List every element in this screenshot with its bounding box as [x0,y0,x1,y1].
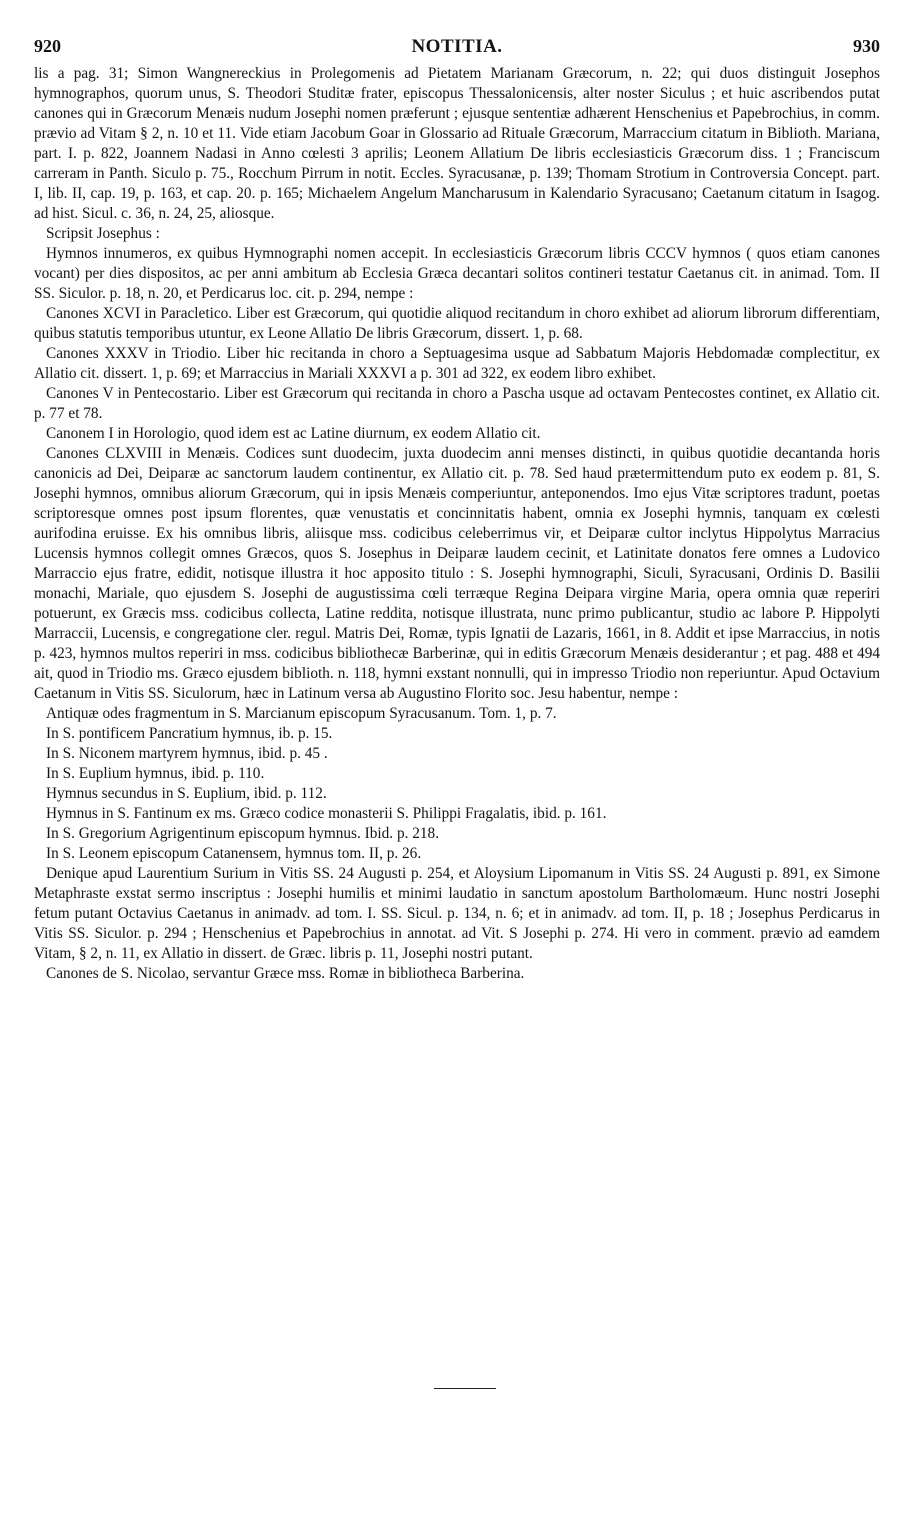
body-text [34,64,880,984]
paragraph: lis a pag. 31; Simon Wangnereckius in Prolegomenis ad Pietatem Marianam Græcorum, n. 22; qui duos distinguit Josephos hymnographos, quorum unus, S. Theodori Studitæ frater, episcopus Thessalonicensis, alter noster Siculus ; et huic ascribendos putat canones qui in Græcorum Menæis nudum Josephi nomen præferunt ; ejusque sententiæ adhærent Henschenius et Papebrochius, in comm. prævio ad Vitam § 2, n. 10 et 11. Vide etiam Jacobum Goar in Glossario ad Rituale Græcorum, Marraccium citatum in Biblioth. Mariana, part. I. p. 822, Joannem Nadasi in Anno cœlesti 3 aprilis; Leonem Allatium De libris ecclesiasticis Græcorum diss. 1 ; Franciscum carreram in Panth. Siculo p. 75., Rocchum Pirrum in notit. Eccles. Syracusanæ, p. 139; Thomam Strotium in Controversia Concept. part. I, lib. II, cap. 19, p. 163, et cap. 20. p. 165; Michaelem Angelum Mancharusum in Kalendario Syracusano; Caetanum citatum in Isagog. ad hist. Sicul. c. 36, n. 24, 25, aliosque. [34,65,880,222]
paragraph: Canones CLXVIII in Menæis. Codices sunt duodecim, juxta duodecim anni menses distincti, in quibus quotidie decantanda horis canonicis ad Dei, Deiparæ ac sanctorum laudem continentur, ex Allatio cit. p. 78. Sed haud prætermittendum puto ex eodem p. 81, S. Josephi hymnos, omnibus aliorum Græcorum, qui in ipsis Menæis comperiuntur, anteponendos. Imo ejus Vitæ scriptores tradunt, poetas scriptoresque omnes post ipsum florentes, quæ venustatis et concinnitatis habent, omnia ex Josephi hymnis, tanquam ex cœlesti aurifodina eruisse. Ex his omnibus libris, aliisque mss. codicibus celeberrimus vir, et Deiparæ cultor inclytus Hippolytus Marracius Lucensis hymnos collegit omnes Græcos, quos S. Josephus in Deiparæ laudem cecinit, et Latinitate donatos fere omnes a Ludovico Marraccio ejus fratre, edidit, notisque illustra it hoc apposito titulo : S. Josephi hymnographi, Siculi, Syracusani, Ordinis D. Basilii monachi, Mariale, quo ejusdem S. Josephi de augustissima cœli terræque Regina Deipara virgine Maria, opera omnia quæ reperiri potuerunt, ex Græcis mss. codicibus collecta, Latine reddita, notisque illustrata, nunc primo publicantur, studio ac labore P. Hippolyti Marraccii, Lucensis, e congregatione cler. regul. Matris Dei, Romæ, typis Ignatii de Lazaris, 1661, in 8. Addit et ipse Marraccius, in notis p. 423, hymnos multos reperiri in mss. codicibus bibliothecæ Barberinæ, qui in editis Græcorum Menæis desiderantur ; et pag. 488 et 494 ait, quod in Triodio ms. Græco ejusdem biblioth. n. 118, hymni exstant nonnulli, qui in impresso Triodio non reperiuntur. Apud Octavium Caetanum in Vitis SS. Siculorum, hæc in Latinum versa ab Augustino Florito soc. Jesu habentur, nempe : [34,445,880,702]
paragraph: Scripsit Josephus : [46,225,160,242]
page-number-right: 930 [853,36,880,56]
list-item: Hymnus secundus in S. Euplium, ibid. p. 112. [46,785,327,802]
running-header [34,34,880,64]
paragraph: Hymnos innumeros, ex quibus Hymnographi nomen accepit. In ecclesiasticis Græcorum libris CCCV hymnos ( quos etiam canones vocant) per dies dispositos, ac per anni ambitum ab Ecclesia Græca decantari solitos contineri testatur Caetanus cit. in animad. Tom. II SS. Siculor. p. 18, n. 20, et Perdicarus loc. cit. p. 294, nempe : [34,245,880,302]
list-item: In S. pontificem Pancratium hymnus, ib. p. 15. [46,725,333,742]
closing-rule [434,1388,496,1389]
list-item: In S. Gregorium Agrigentinum episcopum hymnus. Ibid. p. 218. [46,825,440,842]
list-item: Hymnus in S. Fantinum ex ms. Græco codice monasterii S. Philippi Fragalatis, ibid. p. 161. [46,805,607,822]
list-item: In S. Leonem episcopum Catanensem, hymnus tom. II, p. 26. [46,845,422,862]
paragraph: Canones XCVI in Paracletico. Liber est Græcorum, qui quotidie aliquod recitandum in choro exhibet ad aliorum librorum differentiam, quibus statutis temporibus utuntur, ex Leone Allatio De libris Græcorum, dissert. 1, p. 68. [34,305,880,342]
list-item: In S. Euplium hymnus, ibid. p. 110. [46,765,265,782]
paragraph: Denique apud Laurentium Surium in Vitis SS. 24 Augusti p. 254, et Aloysium Lipomanum in Vitis SS. 24 Augusti p. 891, ex Simone Metaphraste exstat sermo inscriptus : Josephi humilis et minimi laudatio in sanctum apostolum Bartholomæum. Hunc nostri Josephi fetum putant Octavius Caetanus in animadv. ad tom. I. SS. Sicul. p. 134, n. 6; et in animadv. ad tom. II, p. 18 ; Josephus Perdicarus in Vitis SS. Siculor. p. 294 ; Henschenius et Papebrochius in annotat. ad Vit. S Josephi p. 274. Hi vero in comment. prævio ad eamdem Vitam, § 2, n. 11, ex Allatio in dissert. de Græc. libris p. 11, Josephi nostri putant. [34,865,880,962]
page-title: NOTITIA. [411,36,503,57]
paragraph: Canones de S. Nicolao, servantur Græce mss. Romæ in bibliotheca Barberina. [46,965,525,982]
list-item: Antiquæ odes fragmentum in S. Marcianum episcopum Syracusanum. Tom. 1, p. 7. [46,705,557,722]
list-item: In S. Niconem martyrem hymnus, ibid. p. 45 . [46,745,328,762]
paragraph: Canones XXXV in Triodio. Liber hic recitanda in choro a Septuagesima usque ad Sabbatum Majoris Hebdomadæ complectitur, ex Allatio cit. dissert. 1, p. 69; et Marraccius in Mariali XXXVI a p. 301 ad 322, ex eodem libro exhibet. [34,345,880,382]
paragraph: Canones V in Pentecostario. Liber est Græcorum qui recitanda in choro a Pascha usque ad octavam Pentecostes continet, ex Allatio cit. p. 77 et 78. [34,385,880,422]
page-number-left: 920 [34,36,61,56]
paragraph: Canonem I in Horologio, quod idem est ac Latine diurnum, ex eodem Allatio cit. [46,425,541,442]
page [34,34,880,984]
